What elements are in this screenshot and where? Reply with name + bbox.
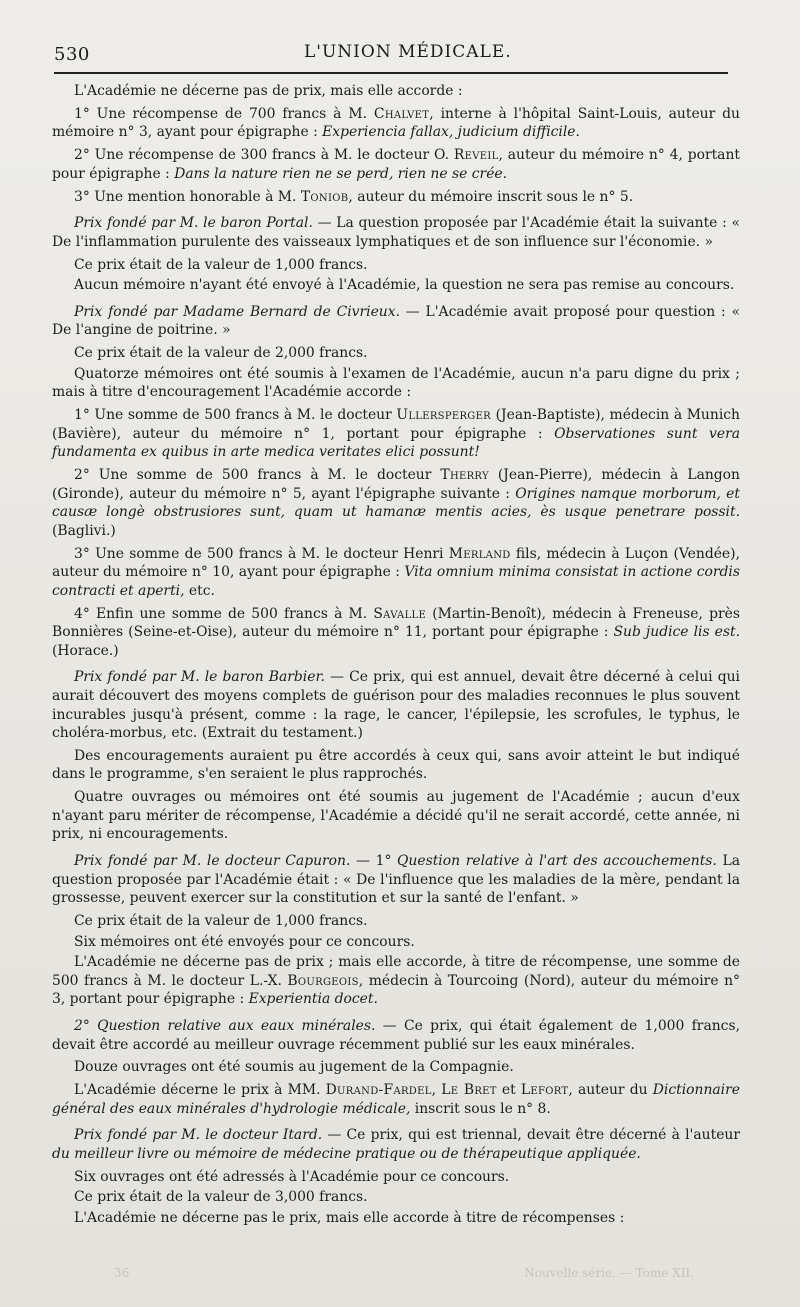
author-name: Therry <box>440 467 489 483</box>
prize-title: Prix fondé par M. le baron Portal. <box>74 215 313 232</box>
paragraph-prix-itard: Prix fondé par M. le docteur Itard. — Ce prix, qui est triennal, devait être décerné à l'auteur du meilleur livre ou mémoire de médecine pratique ou de thérapeutique appliquée. <box>52 1127 740 1162</box>
epigraph: Sub judice lis est. <box>613 624 740 641</box>
author-name: Toniob <box>300 188 349 205</box>
prize-title: Prix fondé par Madame Bernard de Civrieux. <box>74 303 400 320</box>
signature-mark: 36 <box>114 1266 130 1280</box>
epigraph: Experiencia fallax, judicium difficile. <box>322 124 580 141</box>
paragraph-civrieux-result: Quatorze mémoires ont été soumis à l'examen de l'Académie, aucun n'a paru digne du prix ; mais à titre d'encouragement l'Académie accorde : <box>52 365 740 401</box>
prize-title: Prix fondé par M. le docteur Capuron. <box>74 853 351 870</box>
epigraph: Origines namque morborum, et causæ longè obstrusiores sunt, quam ut hamanæ mentis acies, ès usque penetrare possit. <box>52 485 740 521</box>
article-body <box>52 82 740 1232</box>
epigraph: Observationes sunt vera fundamenta ex quibus in arte medica veritates elici possunt! <box>52 425 740 461</box>
paragraph-recompense-chalvet: 1° Une récompense de 700 francs à M. Chalvet, interne à l'hôpital Saint-Louis, auteur du mémoire n° 3, ayant pour épigraphe : Experiencia fallax, judicium difficile. <box>52 105 740 141</box>
paragraph-eaux-minerales: 2° Question relative aux eaux minérales. — Ce prix, qui était également de 1,000 francs, devait être accordé au meilleur ouvrage récemment publié sur les eaux minérales. <box>52 1017 740 1053</box>
paragraph-somme-merland: 3° Une somme de 500 francs à M. le docteur Henri Merland fils, médecin à Luçon (Vendée), auteur du mémoire n° 10, ayant pour épigraphe : Vita omnium minima consistat in actione cordis contracti et aperti, etc. <box>52 545 740 599</box>
author-name: Chalvet <box>373 105 430 122</box>
paragraph-prix-durand-fardel: L'Académie décerne le prix à MM. Durand-Fardel, Le Bret et Lefort, auteur du Dictionnaire général des eaux minérales d'hydrologie médicale, inscrit sous le n° 8. <box>52 1082 740 1117</box>
author-name: Durand-Fardel <box>325 1082 432 1099</box>
paragraph-eaux-count: Douze ouvrages ont été soumis au jugement de la Compagnie. <box>74 1059 514 1076</box>
book-title: Dictionnaire général des eaux minérales d'hydrologie médicale, <box>52 1082 740 1117</box>
paragraph-somme-therry: 2° Une somme de 500 francs à M. le docteur Therry (Jean-Pierre), médecin à Langon (Gironde), auteur du mémoire n° 5, ayant l'épigraphe suivante : Origines namque morborum, et causæ longè obstrusiores sunt, quam ut hamanæ mentis acies, ès usque penetrare possit. (Baglivi.) <box>52 467 740 539</box>
paragraph-capuron-value: Ce prix était de la valeur de 1,000 francs. <box>74 913 368 929</box>
paragraph-portal-result: Aucun mémoire n'ayant été envoyé à l'Académie, la question ne sera pas remise au concours. <box>74 277 735 294</box>
prize-title: Prix fondé par M. le docteur Itard. <box>74 1127 323 1144</box>
page-header <box>54 36 734 66</box>
header-rule <box>54 72 728 74</box>
paragraph-recompense-bourgeois: L'Académie ne décerne pas de prix ; mais elle accorde, à titre de récompense, une somme de 500 francs à M. le docteur L.-X. Bourgeois, médecin à Tourcoing (Nord), auteur du mémoire n° 3, portant pour épigraphe : Experientia docet. <box>52 954 740 1008</box>
paragraph-barbier-encouragements: Des encouragements auraient pu être accordés à ceux qui, sans avoir atteint le but indiqué dans le programme, s'en seraient le plus rapprochés. <box>52 747 740 783</box>
paragraph-prix-portal: Prix fondé par M. le baron Portal. — La question proposée par l'Académie était la suivante : « De l'inflammation purulente des vaisseaux lymphatiques et de son influence sur l'économie. » <box>52 215 740 250</box>
author-name: Reveil <box>453 147 499 164</box>
question-title: 2° Question relative aux eaux minérales. <box>74 1017 376 1034</box>
author-name: Le Bret <box>441 1082 497 1099</box>
page-footer <box>54 1266 734 1286</box>
paragraph-mention-toniob: 3° Une mention honorable à M. Toniob, auteur du mémoire inscrit sous le n° 5. <box>74 188 634 205</box>
paragraph-civrieux-value: Ce prix était de la valeur de 2,000 francs. <box>74 345 368 362</box>
paragraph-itard-result: L'Académie ne décerne pas le prix, mais elle accorde à titre de récompenses : <box>74 1209 625 1226</box>
paragraph-prix-barbier: Prix fondé par M. le baron Barbier. — Ce prix, qui est annuel, devait être décerné à celui qui aurait découvert des moyens complets de guérison pour des maladies reconnues le plus souvent incurables jusqu'à présent, comme : la rage, le cancer, l'épilepsie, les scrofules, le typhus, le choléra-morbus, etc. (Extrait du testament.) <box>52 669 740 742</box>
paragraph-prix-capuron: Prix fondé par M. le docteur Capuron. — 1° Question relative à l'art des accouchements. La question proposée par l'Académie était : « De l'influence que les maladies de la mère, pendant la grossesse, peuvent exercer sur la constitution et sur la santé de l'enfant. » <box>52 853 741 907</box>
epigraph: Dans la nature rien ne se perd, rien ne se crée. <box>174 165 508 182</box>
running-head: L'UNION MÉDICALE. <box>304 42 512 62</box>
paragraph-itard-value: Ce prix était de la valeur de 3,000 francs. <box>74 1189 368 1206</box>
prize-subject: du meilleur livre ou mémoire de médecine pratique ou de thérapeutique appliquée. <box>52 1145 641 1162</box>
author-name: Lefort <box>520 1082 569 1099</box>
author-name: Savalle <box>373 605 427 622</box>
series-note: Nouvelle série. — Tome XII. <box>524 1266 694 1280</box>
epigraph: Vita omnium minima consistat in actione cordis contracti et aperti, <box>52 564 740 599</box>
author-name: Merland <box>448 545 511 562</box>
author-name: Ullersperger <box>396 407 492 424</box>
paragraph-barbier-result: Quatre ouvrages ou mémoires ont été soumis au jugement de l'Académie ; aucun d'eux n'ayant paru mériter de récompense, l'Académie a décidé qu'il ne serait accordé, cette année, ni prix, ni encouragements. <box>52 789 740 843</box>
epigraph: Experientia docet. <box>248 991 378 1008</box>
paragraph-intro: L'Académie ne décerne pas de prix, mais elle accorde : <box>74 83 463 99</box>
paragraph-portal-value: Ce prix était de la valeur de 1,000 francs. <box>74 256 368 273</box>
author-name: Bourgeois <box>287 972 359 989</box>
paragraph-recompense-reveil: 2° Une récompense de 300 francs à M. le docteur O. Reveil, auteur du mémoire n° 4, portant pour épigraphe : Dans la nature rien ne se perd, rien ne se crée. <box>52 147 740 182</box>
paragraph-capuron-count: Six mémoires ont été envoyés pour ce concours. <box>74 933 415 950</box>
paragraph-somme-savalle: 4° Enfin une somme de 500 francs à M. Savalle (Martin-Benoît), médecin à Freneuse, près Bonnières (Seine-et-Oise), auteur du mémoire n° 11, portant pour épigraphe : Sub judice lis est. (Horace.) <box>52 605 740 659</box>
question-title: Question relative à l'art des accouchements. <box>397 853 717 870</box>
paragraph-itard-count: Six ouvrages ont été adressés à l'Académie pour ce concours. <box>74 1168 510 1185</box>
paragraph-prix-civrieux: Prix fondé par Madame Bernard de Civrieux. — L'Académie avait proposé pour question : « De l'angine de poitrine. » <box>52 303 740 339</box>
prize-title: Prix fondé par M. le baron Barbier. <box>74 669 325 686</box>
paragraph-somme-ullersperger: 1° Une somme de 500 francs à M. le docteur Ullersperger (Jean-Baptiste), médecin à Munich (Bavière), auteur du mémoire n° 1, portant pour épigraphe : Observationes sunt vera fundamenta ex quibus in arte medica veritates elici possunt! <box>52 407 740 461</box>
page-number: 530 <box>54 44 90 65</box>
